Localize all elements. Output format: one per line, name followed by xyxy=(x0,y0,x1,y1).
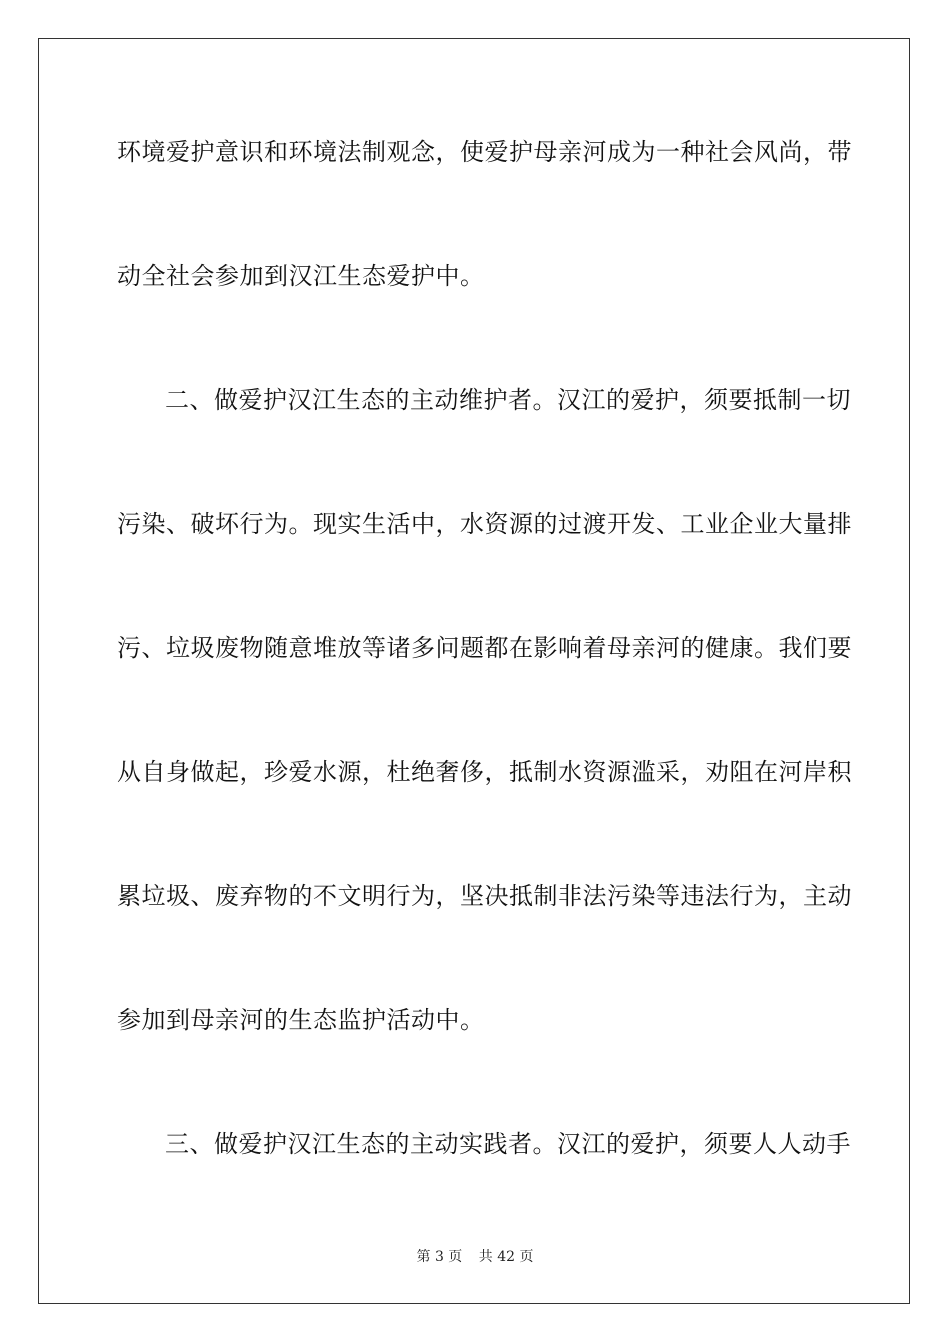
paragraph-line: 三、做爱护汉江生态的主动实践者。汉江的爱护，须要人人动手 xyxy=(165,1130,851,1158)
page-number: 第 3 页 xyxy=(416,1249,463,1265)
page-total: 共 42 页 xyxy=(478,1249,534,1265)
paragraph-line: 参加到母亲河的生态监护活动中。 xyxy=(117,1006,485,1034)
paragraph-line: 动全社会参加到汉江生态爱护中。 xyxy=(117,262,485,290)
paragraph-line: 污、垃圾废物随意堆放等诸多问题都在影响着母亲河的健康。我们要 xyxy=(117,634,852,662)
paragraph-line: 环境爱护意识和环境法制观念，使爱护母亲河成为一种社会风尚，带 xyxy=(117,138,852,166)
paragraph-line: 从自身做起，珍爱水源，杜绝奢侈，抵制水资源滥采，劝阻在河岸积 xyxy=(117,758,852,786)
paragraph-line: 污染、破坏行为。现实生活中，水资源的过渡开发、工业企业大量排 xyxy=(117,510,852,538)
page-border xyxy=(38,38,910,1304)
page-footer xyxy=(0,1248,950,1266)
paragraph-line: 累垃圾、废弃物的不文明行为，坚决抵制非法污染等违法行为，主动 xyxy=(117,882,852,910)
paragraph-line: 二、做爱护汉江生态的主动维护者。汉江的爱护，须要抵制一切 xyxy=(165,386,851,414)
